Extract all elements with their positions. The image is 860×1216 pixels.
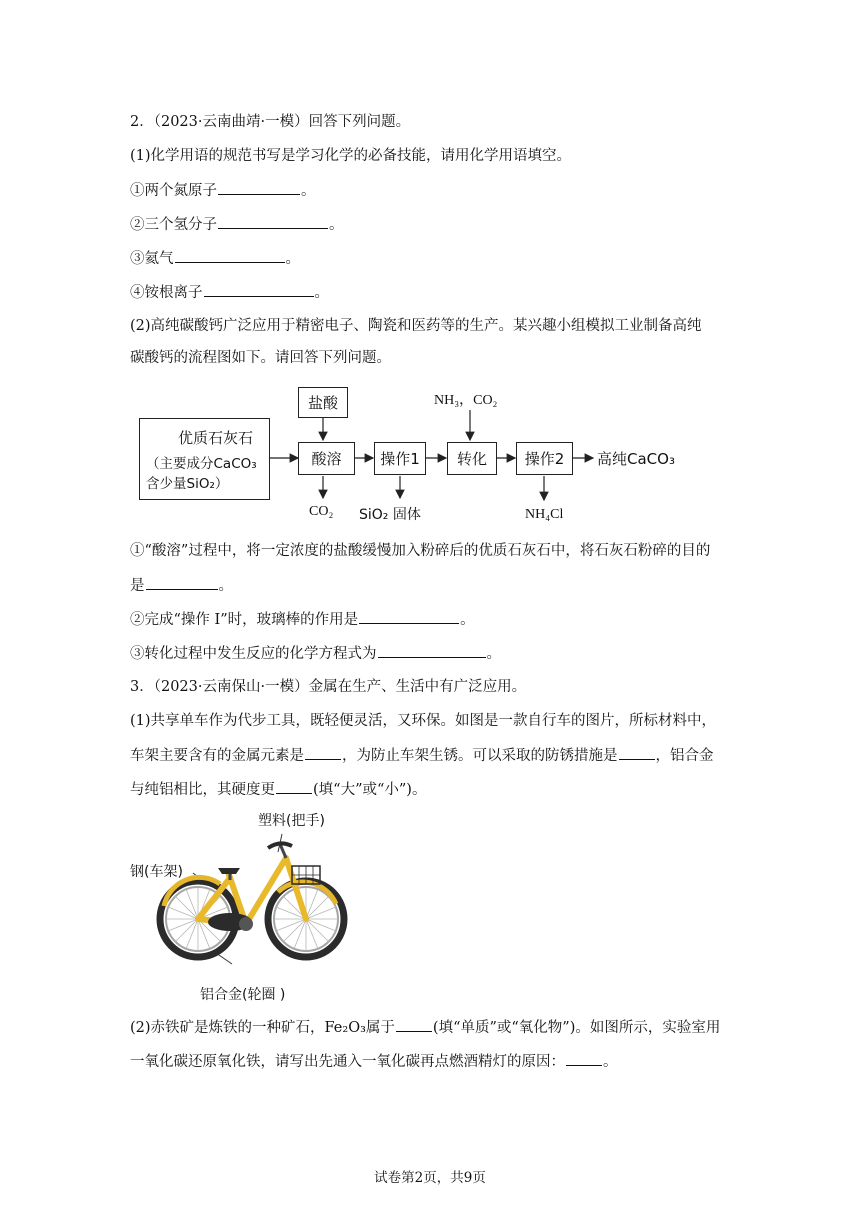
q3-part1-line3 [130, 779, 426, 800]
period: 。 [329, 217, 344, 233]
answer-blank[interactable] [396, 1017, 432, 1032]
q3-p2-text-c: 一氧化碳还原氧化铁，请写出先通入一氧化碳再点燃酒精灯的原因： [130, 1054, 565, 1070]
q2-sub2-text: ②完成“操作 I”时，玻璃棒的作用是 [130, 612, 359, 628]
q2-sub3-text: ③转化过程中发生反应的化学方程式为 [130, 646, 377, 662]
product-label: 高纯CaCO₃ [597, 450, 675, 468]
raw-line1: 优质石灰石 [178, 428, 254, 447]
bicycle-illustration [150, 826, 360, 986]
q3-p1-text-b: ，为防止车架生锈。可以采取的防锈措施是 [342, 748, 618, 764]
operation1-box: 操作1 [374, 442, 426, 475]
q2-sub2 [130, 609, 475, 630]
q2-part2-line1: (2)高纯碳酸钙广泛应用于精密电子、陶瓷和医药等的生产。某兴趣小组模拟工业制备高纯 [130, 318, 702, 334]
q2-part2-line2: 碳酸钙的流程图如下。请回答下列问题。 [130, 350, 391, 366]
label-steel-frame: 钢(车架) [130, 864, 183, 880]
answer-blank[interactable] [146, 575, 218, 590]
q3-p1-text-d: 与纯铝相比，其硬度更 [130, 782, 275, 798]
nh3-co2-label: NH₃，CO₂ [434, 393, 498, 408]
period: 。 [301, 183, 316, 199]
q3-p2-text-b: (填“单质”或“氧化物”)。如图所示，实验室用 [432, 1020, 721, 1036]
answer-blank[interactable] [378, 643, 486, 658]
q3-part1-line1: (1)共享单车作为代步工具，既轻便灵活，又环保。如图是一款自行车的图片，所标材料中， [130, 713, 717, 729]
q2-sub3 [130, 643, 501, 664]
co2-label: CO₂ [309, 504, 334, 519]
q3-title: 3．（2023·云南保山·一模）金属在生产、生活中有广泛应用。 [130, 679, 527, 695]
label-plastic-handle: 塑料(把手) [258, 813, 325, 829]
q2-item1-text: ①两个氮原子 [130, 183, 217, 199]
period: 。 [218, 578, 233, 594]
acid-dissolve-box: 酸溶 [298, 442, 355, 475]
answer-blank[interactable] [305, 745, 341, 760]
q3-p2-text-d: 。 [603, 1054, 618, 1070]
q2-sub1-line2-text: 是 [130, 578, 145, 594]
conversion-box: 转化 [447, 442, 497, 475]
q3-p2-text-a: (2)赤铁矿是炼铁的一种矿石，Fe₂O₃属于 [130, 1020, 395, 1036]
q2-part1: (1)化学用语的规范书写是学习化学的必备技能，请用化学用语填空。 [130, 148, 572, 164]
raw-line2: （主要成分CaCO₃ [146, 455, 257, 472]
label-aluminum-rim: 铝合金(轮圈 ) [200, 987, 286, 1003]
q3-part2-line1 [130, 1017, 720, 1038]
period: 。 [486, 646, 501, 662]
q2-item3-text: ③氦气 [130, 251, 174, 267]
page-footer: 试卷第2页，共9页 [374, 1170, 486, 1186]
raw-material-box [139, 418, 270, 500]
period: 。 [314, 285, 329, 301]
operation2-box: 操作2 [516, 442, 573, 475]
period: 。 [285, 251, 300, 267]
q3-part2-line2 [130, 1051, 618, 1072]
q2-sub1-line1: ①“酸溶”过程中，将一定浓度的盐酸缓慢加入粉碎后的优质石灰石中，将石灰石粉碎的目的 [130, 543, 711, 559]
q2-sub1-line2 [130, 575, 233, 596]
answer-blank[interactable] [276, 779, 312, 794]
sio2-solid-label: SiO₂ 固体 [359, 507, 421, 523]
q3-p1-text-e: (填“大”或“小”)。 [313, 782, 427, 798]
q3-p1-text-c: ，铝合金 [655, 748, 714, 764]
q2-item2-text: ②三个氢分子 [130, 217, 217, 233]
answer-blank[interactable] [566, 1051, 602, 1066]
nh4cl-label: NH₄Cl [525, 507, 564, 522]
raw-line3: 含少量SiO₂） [146, 475, 229, 492]
period: 。 [460, 612, 475, 628]
q2-title: 2．（2023·云南曲靖·一模）回答下列问题。 [130, 114, 411, 130]
q3-p1-text-a: 车架主要含有的金属元素是 [130, 748, 304, 764]
q3-part1-line2 [130, 745, 714, 766]
answer-blank[interactable] [359, 609, 459, 624]
flow-arrows [0, 0, 860, 540]
answer-blank[interactable] [619, 745, 655, 760]
q2-item4-text: ④铵根离子 [130, 285, 203, 301]
hcl-box: 盐酸 [298, 387, 348, 418]
